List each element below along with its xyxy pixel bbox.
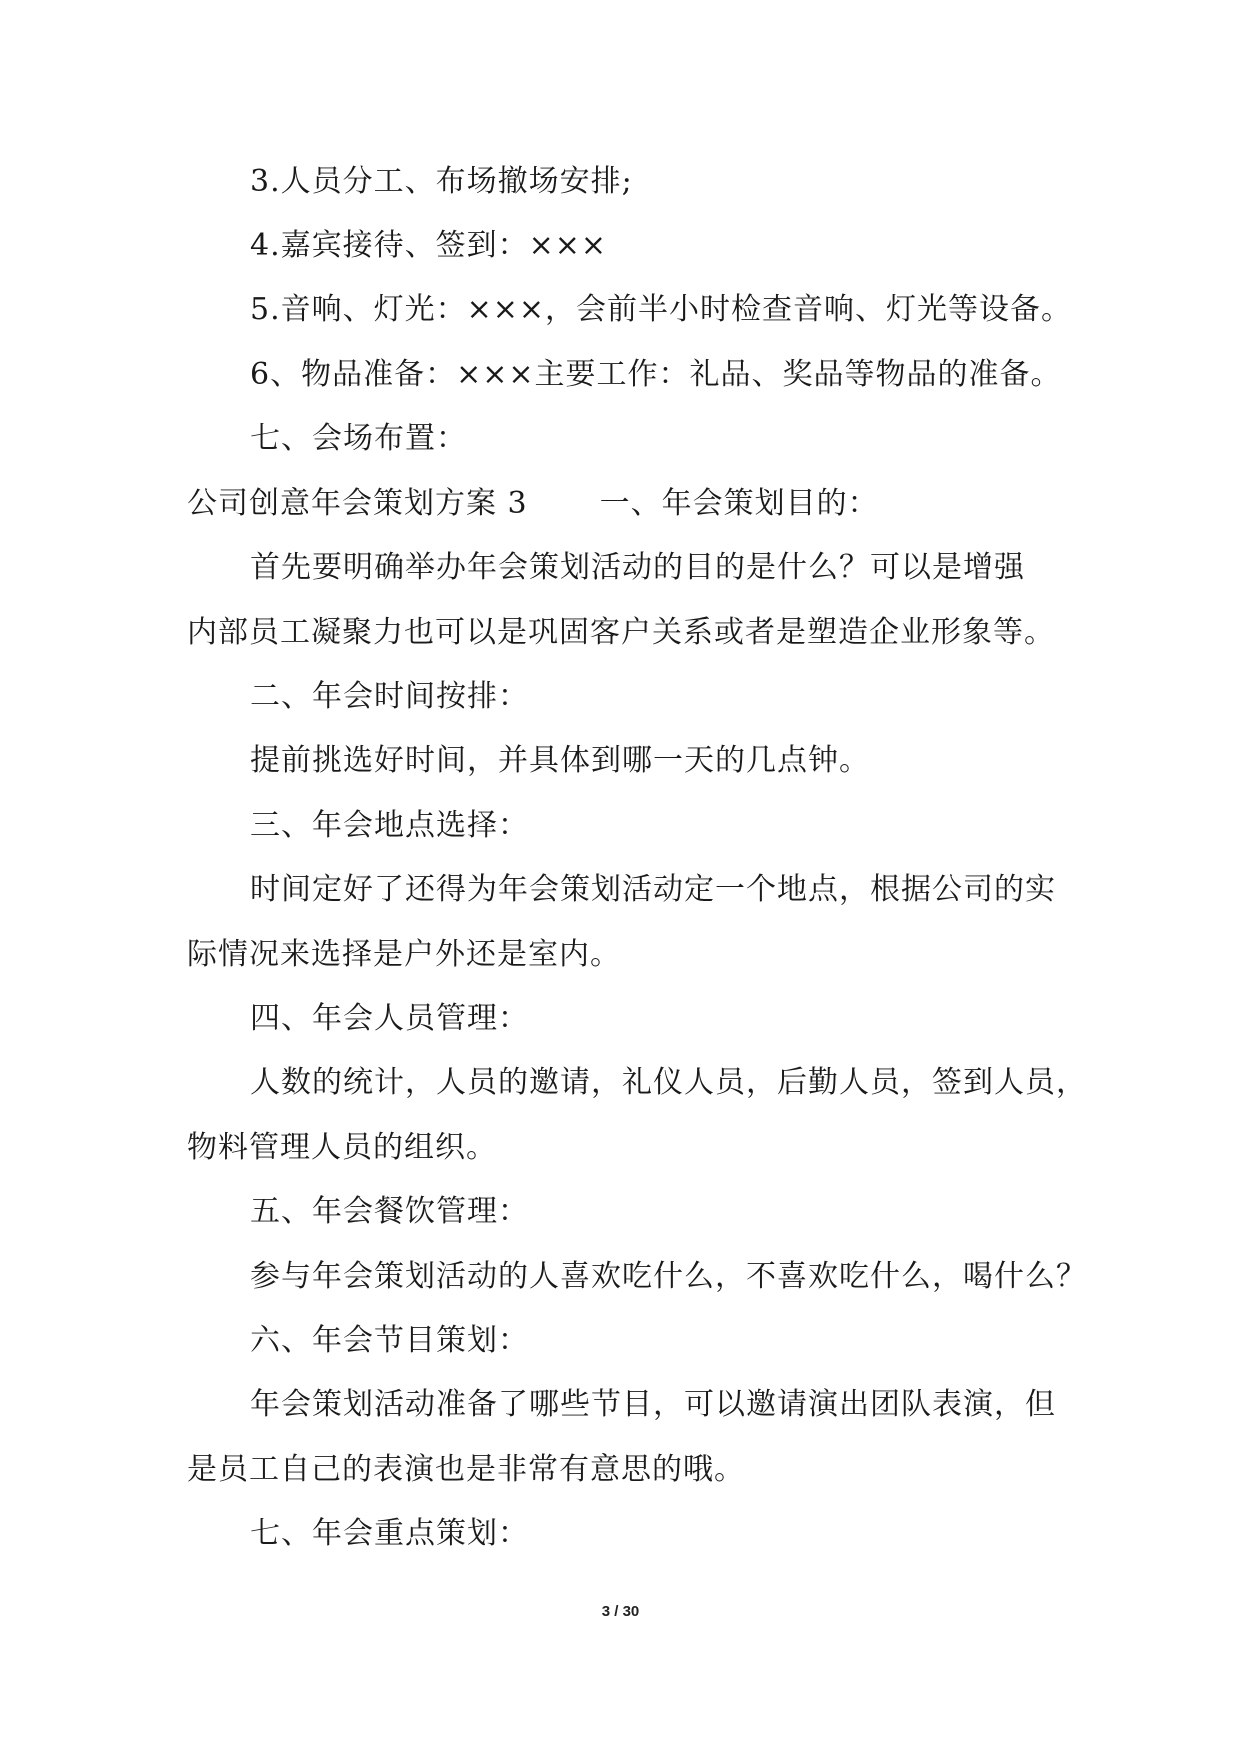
paragraph-line: 内部员工凝聚力也可以是巩固客户关系或者是塑造企业形象等。 — [187, 615, 1055, 650]
paragraph-line: 3.人员分工、布场撤场安排; — [250, 164, 633, 199]
section-title-row — [187, 484, 879, 524]
section-title: 公司创意年会策划方案 3 — [187, 486, 528, 521]
section-heading: 五、年会餐饮管理： — [250, 1194, 529, 1229]
paragraph-line: 5.音响、灯光：×××，会前半小时检查音响、灯光等设备。 — [250, 292, 1073, 327]
section-heading: 三、年会地点选择： — [250, 808, 529, 843]
section-heading: 四、年会人员管理： — [250, 1001, 529, 1036]
paragraph-line: 物料管理人员的组织。 — [187, 1130, 497, 1165]
section-heading: 二、年会时间按排： — [250, 679, 529, 714]
section-heading: 七、年会重点策划： — [250, 1516, 529, 1551]
section-heading: 一、年会策划目的： — [599, 486, 879, 521]
paragraph-line: 4.嘉宾接待、签到：××× — [250, 228, 608, 263]
paragraph-line: 6、物品准备：×××主要工作：礼品、奖品等物品的准备。 — [250, 357, 1062, 392]
paragraph-line: 参与年会策划活动的人喜欢吃什么，不喜欢吃什么，喝什么？ — [250, 1259, 1087, 1294]
paragraph-line: 人数的统计，人员的邀请，礼仪人员，后勤人员，签到人员， — [250, 1065, 1087, 1100]
paragraph-line: 是员工自己的表演也是非常有意思的哦。 — [187, 1452, 745, 1487]
paragraph-line: 际情况来选择是户外还是室内。 — [187, 937, 621, 972]
paragraph-line: 首先要明确举办年会策划活动的目的是什么？可以是增强 — [250, 550, 1025, 585]
section-heading: 七、会场布置： — [250, 421, 467, 456]
paragraph-line: 时间定好了还得为年会策划活动定一个地点，根据公司的实 — [250, 872, 1056, 907]
section-heading: 六、年会节目策划： — [250, 1323, 529, 1358]
paragraph-line: 年会策划活动准备了哪些节目，可以邀请演出团队表演，但 — [250, 1387, 1056, 1422]
page-number: 3 / 30 — [601, 1603, 640, 1620]
paragraph-line: 提前挑选好时间，并具体到哪一天的几点钟。 — [250, 743, 870, 778]
